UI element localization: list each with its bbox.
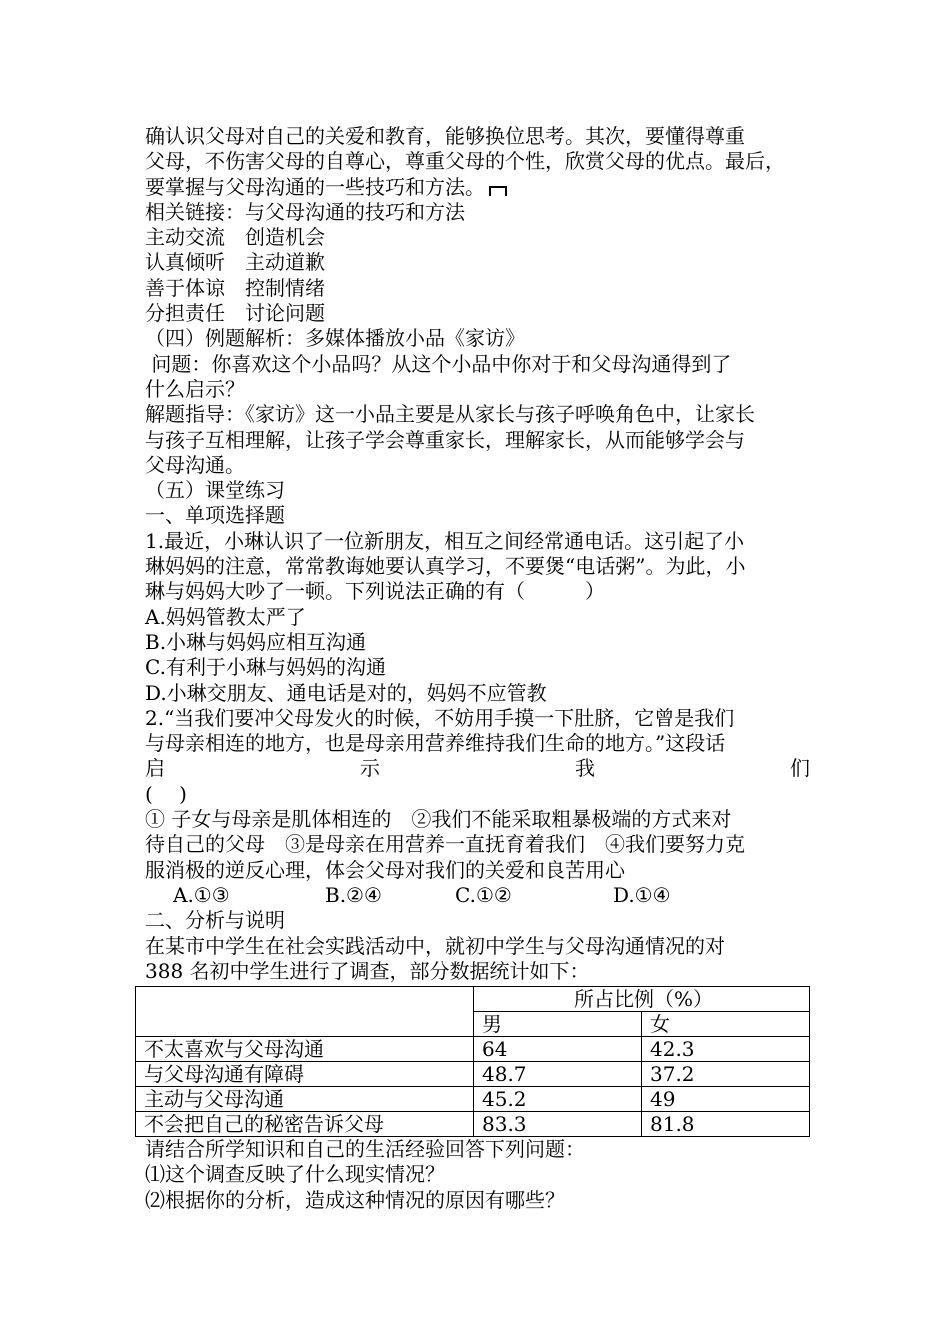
table-row [136, 1062, 810, 1087]
section-heading: 一、单项选择题 [145, 503, 285, 528]
row-label: 不会把自己的秘密告诉父母 [136, 1112, 474, 1137]
question-2-statement: ① 子女与母亲是肌体相连的 ②我们不能采取粗暴极端的方式来对 [145, 807, 732, 832]
spread-char: 们 [790, 756, 810, 781]
guide-line: 解题指导：《家访》这一小品主要是从家长与孩子呼唤角色中，让家长 [145, 402, 755, 427]
male-value: 45.2 [474, 1087, 642, 1112]
male-value: 64 [474, 1037, 642, 1062]
skill-item: 善于体谅 控制情绪 [145, 275, 325, 300]
intro-line: 确认识父母对自己的关爱和教育，能够换位思考。其次，要懂得尊重 [145, 124, 745, 148]
table-row [136, 1087, 810, 1112]
skill-item: 主动交流 创造机会 [145, 225, 325, 250]
answer-prompt: 请结合所学知识和自己的生活经验回答下列问题： [145, 1137, 585, 1162]
section-heading: 二、分析与说明 [145, 908, 285, 933]
question-1-option-a: A.妈妈管教太严了 [145, 604, 306, 629]
option-a: A.①③ [173, 882, 230, 907]
table-header-ratio: 所占比例（%） [474, 987, 810, 1012]
practice-heading: （五）课堂练习 [145, 478, 285, 503]
intro-line: 要掌握与父母沟通的一些技巧和方法。 [145, 175, 810, 200]
table-header-female: 女 [642, 1012, 810, 1037]
option-c: C.①② [455, 882, 512, 907]
row-label: 主动与父母沟通 [136, 1087, 474, 1112]
survey-intro-line: 在某市中学生在社会实践活动中，就初中学生与父母沟通情况的对 [145, 933, 725, 958]
spread-char: 启 [145, 756, 165, 781]
male-value: 83.3 [474, 1112, 642, 1137]
female-value: 81.8 [642, 1112, 810, 1137]
related-link-title: 相关链接：与父母沟通的技巧和方法 [145, 199, 465, 224]
spread-char: 我 [575, 756, 595, 781]
document-body [145, 124, 810, 1213]
question-1-line: 1.最近，小琳认识了一位新朋友，相互之间经常通电话。这引起了小 [145, 528, 745, 553]
question-2-line: 与母亲相连的地方，也是母亲用营养维持我们生命的地方。”这段话 [145, 731, 726, 756]
question-1-line: 琳妈妈的注意，常常教诲她要认真学习，不要煲“电话粥”。为此，小 [145, 554, 746, 579]
question-2-options [145, 883, 810, 908]
guide-line: 与孩子互相理解，让孩子学会尊重家长，理解家长，从而能够学会与 [145, 427, 745, 452]
survey-intro-line: 388 名初中学生进行了调查，部分数据统计如下： [145, 958, 590, 983]
male-value: 48.7 [474, 1062, 642, 1087]
question-1-option-d: D.小琳交朋友、通电话是对的，妈妈不应管教 [145, 680, 547, 705]
row-label: 与父母沟通有障碍 [136, 1062, 474, 1087]
question-1-line: 琳与妈妈大吵了一顿。下列说法正确的有（ ） [145, 579, 605, 604]
table-corner-cell [136, 987, 474, 1037]
female-value: 37.2 [642, 1062, 810, 1087]
question-2-spread-line [145, 756, 810, 781]
intro-line: 父母，不伤害父母的自尊心，尊重父母的个性，欣赏父母的优点。最后， [145, 149, 785, 174]
table-row [136, 1037, 810, 1062]
survey-table [135, 986, 810, 1137]
sub-question-2: ⑵根据你的分析，造成这种情况的原因有哪些？ [145, 1187, 565, 1212]
option-d: D.①④ [613, 882, 671, 907]
question-2-statement: 服消极的逆反心理，体会父母对我们的关爱和良苦用心 [145, 857, 625, 882]
example-heading: （四）例题解析：多媒体播放小品《家访》 [145, 326, 525, 351]
question-2-statement: 待自己的父母 ③是母亲在用营养一直抚育着我们 ④我们要努力克 [145, 832, 745, 857]
spread-char: 示 [360, 756, 380, 781]
question-2-answer-paren: ( ) [145, 781, 187, 806]
female-value: 42.3 [642, 1037, 810, 1062]
question-line: 问题：你喜欢这个小品吗？从这个小品中你对于和父母沟通得到了 [145, 351, 732, 376]
question-1-option-b: B.小琳与妈妈应相互沟通 [145, 629, 367, 654]
question-line: 什么启示？ [145, 376, 245, 401]
skill-item: 分担责任 讨论问题 [145, 301, 325, 326]
question-1-option-c: C.有利于小琳与妈妈的沟通 [145, 655, 386, 680]
option-b: B.②④ [325, 882, 382, 907]
table-header-row [136, 987, 810, 1012]
table-row [136, 1112, 810, 1137]
row-label: 不太喜欢与父母沟通 [136, 1037, 474, 1062]
edit-mark-icon [489, 186, 507, 196]
female-value: 49 [642, 1087, 810, 1112]
question-2-line: 2.“当我们要冲父母发火的时候，不妨用手摸一下肚脐，它曾是我们 [145, 705, 735, 730]
guide-line: 父母沟通。 [145, 452, 245, 477]
table-header-male: 男 [474, 1012, 642, 1037]
sub-question-1: ⑴这个调查反映了什么现实情况？ [145, 1162, 445, 1187]
skill-item: 认真倾听 主动道歉 [145, 250, 325, 275]
